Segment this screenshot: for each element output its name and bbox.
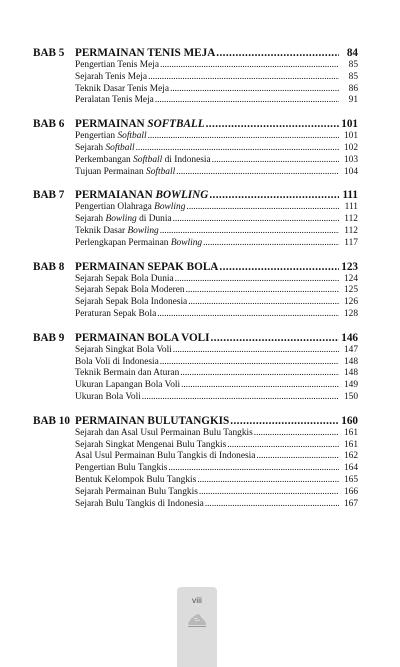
toc-entry-title — [75, 487, 198, 499]
toc-entry-title — [75, 392, 141, 404]
toc-entry-part: Sejarah — [75, 142, 106, 153]
dot-leader — [188, 297, 339, 309]
chapter-title-part: PERMAINAN — [75, 118, 148, 131]
toc-entry-part: Softball — [146, 166, 176, 177]
dot-leader — [160, 226, 339, 238]
dot-leader — [148, 131, 339, 143]
toc-entry-title — [75, 72, 147, 84]
toc-entry — [33, 72, 358, 84]
toc-entry — [33, 226, 358, 238]
dot-leader — [168, 463, 339, 475]
chapter-title-text — [75, 46, 215, 60]
toc-entry-title — [75, 499, 204, 511]
toc-entry — [33, 202, 358, 214]
dot-leader — [203, 238, 339, 250]
toc-entry-part: Softball — [105, 142, 135, 153]
dot-leader — [155, 95, 339, 107]
chapter-title — [75, 46, 358, 60]
chapter-heading — [33, 331, 358, 345]
chapter-title — [75, 188, 358, 202]
toc-entry-title — [75, 475, 196, 487]
toc-entry — [33, 499, 358, 511]
page-number: viii — [192, 595, 202, 605]
toc-entry-page: 112 — [344, 225, 358, 236]
toc-entry-part: Peralatan Tenis Meja — [75, 95, 154, 106]
toc-entry-title — [75, 345, 172, 357]
chapter-number: BAB 6 — [33, 118, 65, 131]
dot-leader — [175, 274, 339, 286]
toc-entry — [33, 451, 358, 463]
toc-entry-part: Pengertian Olahraga — [75, 202, 155, 213]
toc-entry — [33, 345, 358, 357]
dot-leader — [176, 167, 339, 179]
dot-leader — [186, 285, 339, 297]
toc-entry-part: Sejarah Singkat Mengenai Bulu Tangkis — [75, 439, 227, 450]
toc-entry-part: Sejarah Sepak Bola Indonesia — [75, 297, 188, 308]
dot-leader — [180, 368, 339, 380]
chapter-title — [75, 117, 358, 131]
toc-entry-page: 128 — [343, 308, 358, 319]
toc-entry-page: 148 — [343, 368, 358, 379]
toc-entry — [33, 60, 358, 72]
table-of-contents — [33, 46, 358, 520]
dot-leader — [206, 117, 339, 131]
chapter-number: BAB 5 — [33, 47, 65, 59]
dot-leader — [216, 46, 339, 60]
toc-entry-title — [75, 226, 159, 238]
toc-entry-part: Teknik Bermain dan Aturan — [75, 368, 180, 379]
toc-entry — [33, 428, 358, 440]
chapter-block — [33, 414, 358, 511]
dot-leader — [173, 345, 339, 357]
toc-entry-part: Teknik Dasar Tenis Meja — [75, 83, 170, 94]
chapter-heading — [33, 188, 358, 202]
dot-leader — [219, 260, 339, 274]
toc-entry-title — [75, 95, 154, 107]
chapter-title-text — [75, 260, 218, 274]
chapter-number: BAB 10 — [33, 414, 70, 427]
toc-entry-part: Ukuran Bola Voli — [75, 391, 141, 402]
toc-entry — [33, 297, 358, 309]
dot-leader — [142, 392, 339, 404]
toc-entry — [33, 155, 358, 167]
chapter-page: 160 — [341, 414, 358, 427]
toc-entry-part: Perkembangan — [75, 154, 134, 165]
toc-entry-page: 149 — [343, 380, 358, 391]
toc-entry-part: Bowling — [127, 225, 159, 236]
toc-entry — [33, 143, 358, 155]
chapter-page: 84 — [346, 47, 358, 59]
toc-entry-part: Bowling — [105, 214, 137, 225]
toc-entry-page: 150 — [343, 391, 358, 402]
toc-entry-page: 112 — [344, 214, 358, 225]
toc-entry — [33, 84, 358, 96]
chapter-page: 111 — [342, 189, 358, 202]
chapter-block — [33, 117, 358, 178]
page-number-tab — [177, 587, 217, 667]
toc-entry-page: 85 — [348, 71, 358, 82]
chapter-title — [75, 414, 358, 428]
dot-leader — [148, 72, 339, 84]
dot-leader — [186, 202, 339, 214]
chapter-title-text — [75, 188, 208, 202]
chapter-number: BAB 9 — [33, 331, 65, 344]
toc-entry-page: 102 — [343, 142, 358, 153]
chapter-page: 146 — [341, 331, 358, 344]
chapter-title-part: PERMAINAN SEPAK BOLA — [75, 260, 219, 273]
toc-entry-page: 147 — [343, 344, 358, 355]
chapter-heading — [33, 117, 358, 131]
chapter-page: 101 — [341, 118, 358, 131]
dot-leader — [254, 428, 339, 440]
toc-entry-title — [75, 202, 185, 214]
toc-entry — [33, 214, 358, 226]
toc-entry-part: Tujuan Permainan — [75, 166, 147, 177]
toc-entry — [33, 95, 358, 107]
dot-leader — [230, 414, 339, 428]
toc-entry-part: Sejarah Sepak Bola Moderen — [75, 285, 185, 296]
toc-entry — [33, 357, 358, 369]
dot-leader — [197, 475, 339, 487]
chapter-block — [33, 260, 358, 321]
toc-entry-part: Sejarah — [75, 214, 106, 225]
toc-entry — [33, 463, 358, 475]
chapter-title — [75, 260, 358, 274]
toc-entry-title — [75, 167, 175, 179]
dot-leader — [136, 143, 339, 155]
dot-leader — [227, 440, 339, 452]
toc-entry-page: 162 — [343, 451, 358, 462]
toc-entry-page: 111 — [344, 202, 358, 213]
dot-leader — [170, 84, 339, 96]
toc-entry-page: 166 — [343, 486, 358, 497]
toc-entry — [33, 392, 358, 404]
toc-entry-part: Sejarah Sepak Bola Dunia — [75, 273, 174, 284]
toc-entry-part: Asal Usul Permainan Bulu Tangkis di Indonesia — [75, 451, 256, 462]
toc-entry-part: Sejarah Bulu Tangkis di Indonesia — [75, 498, 204, 509]
chapter-block — [33, 331, 358, 404]
running-shoe-icon — [185, 611, 209, 629]
toc-entry-title — [75, 84, 169, 96]
dot-leader — [212, 155, 339, 167]
toc-entry-title — [75, 60, 159, 72]
toc-entry-title — [75, 155, 211, 167]
toc-entry-part: Softball — [117, 131, 147, 142]
toc-entry — [33, 167, 358, 179]
toc-entry-part: Sejarah Tenis Meja — [75, 71, 148, 82]
toc-entry-page: 124 — [343, 273, 358, 284]
toc-entry — [33, 368, 358, 380]
chapter-number: BAB 7 — [33, 189, 65, 202]
toc-entry-part: Bowling — [170, 237, 203, 248]
toc-entry-page: 161 — [343, 427, 358, 438]
toc-entry-part: Peraturan Sepak Bola — [75, 308, 157, 319]
toc-entry-part: Perlengkapan Permainan — [75, 237, 171, 248]
toc-entry-page: 161 — [343, 439, 358, 450]
toc-entry-part: di Dunia — [136, 214, 172, 225]
toc-entry-title — [75, 274, 174, 286]
chapter-heading — [33, 414, 358, 428]
toc-entry — [33, 131, 358, 143]
toc-entry-page: 148 — [343, 356, 358, 367]
toc-entry-page: 125 — [343, 285, 358, 296]
toc-entry-page: 126 — [343, 297, 358, 308]
toc-entry-part: Bentuk Kelompok Bulu Tangkis — [75, 474, 197, 485]
toc-entry-page: 103 — [343, 154, 358, 165]
toc-entry-part: Softball — [133, 154, 163, 165]
chapter-title-text — [75, 117, 205, 131]
toc-entry-title — [75, 285, 185, 297]
chapter-title-part: PERMAIANAN — [75, 189, 156, 202]
chapter-page: 123 — [341, 260, 358, 273]
toc-entry-title — [75, 380, 180, 392]
chapter-title-part: PERMAINAN TENIS MEJA — [75, 47, 216, 59]
dot-leader — [256, 451, 339, 463]
toc-entry-part: di Indonesia — [162, 154, 211, 165]
toc-entry-title — [75, 428, 253, 440]
toc-entry-page: 165 — [343, 474, 358, 485]
toc-entry-title — [75, 143, 135, 155]
toc-entry-part: Pengertian — [75, 131, 118, 142]
toc-entry-title — [75, 238, 202, 250]
toc-entry-part: Teknik Dasar — [75, 225, 128, 236]
toc-entry-part: Sejarah Permainan Bulu Tangkis — [75, 486, 198, 497]
toc-entry-title — [75, 131, 147, 143]
toc-entry-title — [75, 440, 226, 452]
chapter-block — [33, 46, 358, 107]
chapter-title-part: BOWLING — [155, 189, 209, 202]
toc-entry-page: 86 — [348, 83, 358, 94]
chapter-title-text — [75, 331, 209, 345]
toc-entry-part: Sejarah dan Asal Usul Permainan Bulu Tangkis — [75, 427, 253, 438]
dot-leader — [157, 309, 339, 321]
toc-entry-part: Ukuran Lapangan Bola Voli — [75, 380, 181, 391]
toc-entry-page: 91 — [348, 95, 358, 106]
toc-entry — [33, 309, 358, 321]
dot-leader — [160, 357, 339, 369]
toc-entry-page: 101 — [343, 131, 358, 142]
toc-entry-title — [75, 297, 187, 309]
toc-entry-title — [75, 309, 156, 321]
toc-entry-page: 167 — [343, 498, 358, 509]
toc-entry — [33, 285, 358, 297]
toc-entry-title — [75, 368, 179, 380]
chapter-title-part: PERMAINAN BULUTANGKIS — [75, 414, 230, 427]
chapter-block — [33, 188, 358, 249]
toc-entry-page: 117 — [344, 237, 358, 248]
dot-leader — [205, 499, 339, 511]
chapter-title-text — [75, 414, 229, 428]
toc-entry-part: Pengertian Tenis Meja — [75, 60, 160, 70]
toc-entry-title — [75, 463, 167, 475]
toc-entry-title — [75, 451, 255, 463]
toc-entry-page: 164 — [343, 463, 358, 474]
toc-entry — [33, 380, 358, 392]
toc-entry — [33, 487, 358, 499]
chapter-number: BAB 8 — [33, 260, 65, 273]
toc-entry — [33, 475, 358, 487]
toc-entry-page: 104 — [343, 166, 358, 177]
toc-entry — [33, 274, 358, 286]
toc-entry-part: Bola Voli di Indonesia — [75, 356, 159, 367]
toc-entry-title — [75, 214, 172, 226]
dot-leader — [181, 380, 339, 392]
toc-entry-part: Pengertian Bulu Tangkis — [75, 463, 168, 474]
toc-entry — [33, 440, 358, 452]
chapter-heading — [33, 260, 358, 274]
dot-leader — [173, 214, 339, 226]
dot-leader — [210, 331, 339, 345]
dot-leader — [199, 487, 339, 499]
toc-entry — [33, 238, 358, 250]
toc-entry-part: Sejarah Singkat Bola Voli — [75, 344, 172, 355]
chapter-heading — [33, 46, 358, 60]
chapter-title-part: PERMAINAN BOLA VOLI — [75, 331, 210, 344]
toc-entry-page: 85 — [348, 60, 358, 70]
toc-entry-part: Bowling — [154, 202, 186, 213]
chapter-title-part: SOFTBALL — [147, 118, 205, 131]
dot-leader — [160, 60, 339, 72]
dot-leader — [209, 188, 339, 202]
chapter-title — [75, 331, 358, 345]
toc-entry-title — [75, 357, 159, 369]
